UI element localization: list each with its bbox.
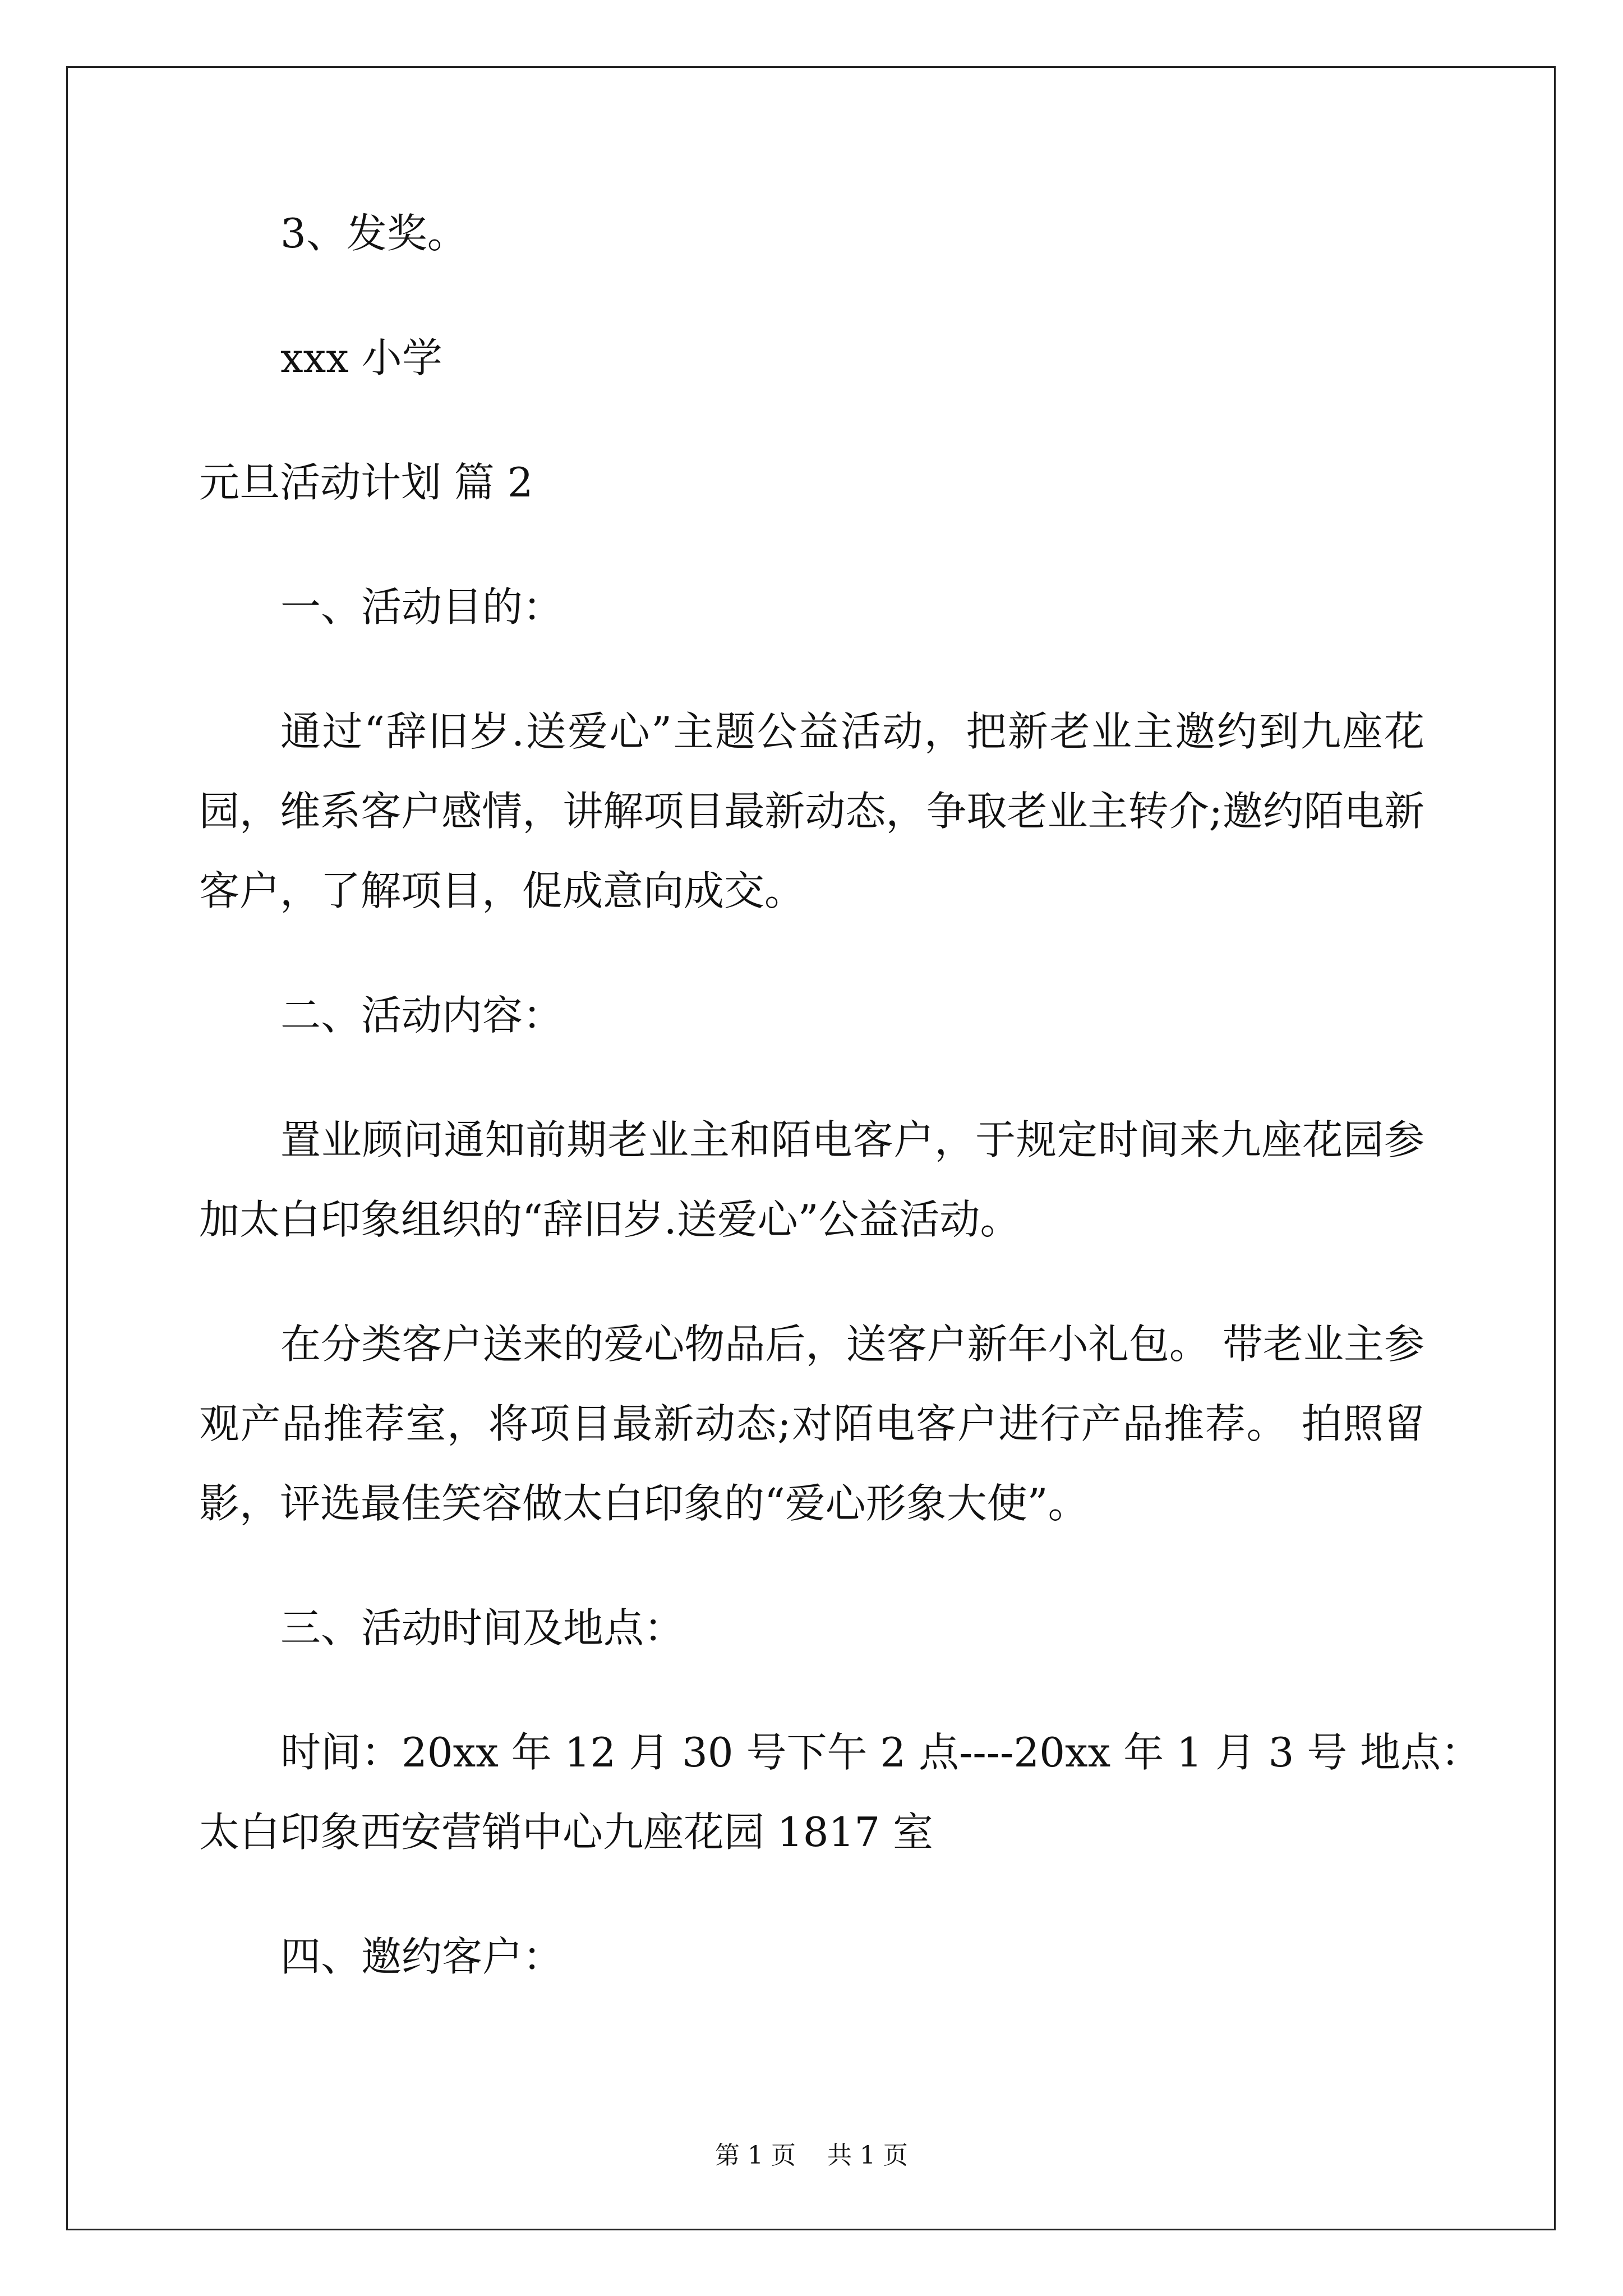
heading-content: 二、活动内容：: [280, 992, 564, 1039]
paragraph-line: 置业顾问通知前期老业主和陌电客户，于规定时间来九座花园参: [280, 1116, 1424, 1163]
paragraph-line: 园，维系客户感情，讲解项目最新动态，争取老业主转介;邀约陌电新: [199, 788, 1424, 835]
paragraph-line: 太白印象西安营销中心九座花园 1817 室: [199, 1809, 934, 1856]
heading-invite: 四、邀约客户：: [280, 1933, 564, 1980]
paragraph-line: 在分类客户送来的爱心物品后，送客户新年小礼包。 带老业主参: [280, 1320, 1424, 1368]
paragraph-line: 时间：20xx 年 12 月 30 号下午 2 点----20xx 年 1 月 3 号 地点：: [280, 1729, 1482, 1776]
paragraph-line: 影，评选最佳笑容做太白印象的“爱心形象大使”。: [199, 1480, 1089, 1527]
school-name: xxx 小学: [280, 334, 442, 381]
list-item: 3、发奖。: [280, 210, 468, 257]
section-title: 元旦活动计划 篇 2: [199, 459, 533, 506]
paragraph-line: 客户，了解项目，促成意向成交。: [199, 867, 805, 914]
heading-time-place: 三、活动时间及地点：: [280, 1604, 685, 1651]
paragraph-line: 通过“辞旧岁.送爱心”主题公益活动，把新老业主邀约到九座花: [280, 708, 1424, 755]
heading-purpose: 一、活动目的：: [280, 583, 564, 631]
page-number: 第 1 页 共 1 页: [715, 2141, 908, 2170]
page-footer: [0, 2135, 1623, 2171]
paragraph-line: 观产品推荐室，将项目最新动态;对陌电客户进行产品推荐。 拍照留: [199, 1400, 1424, 1447]
paragraph-line: 加太白印象组织的“辞旧岁.送爱心”公益活动。: [199, 1196, 1021, 1243]
